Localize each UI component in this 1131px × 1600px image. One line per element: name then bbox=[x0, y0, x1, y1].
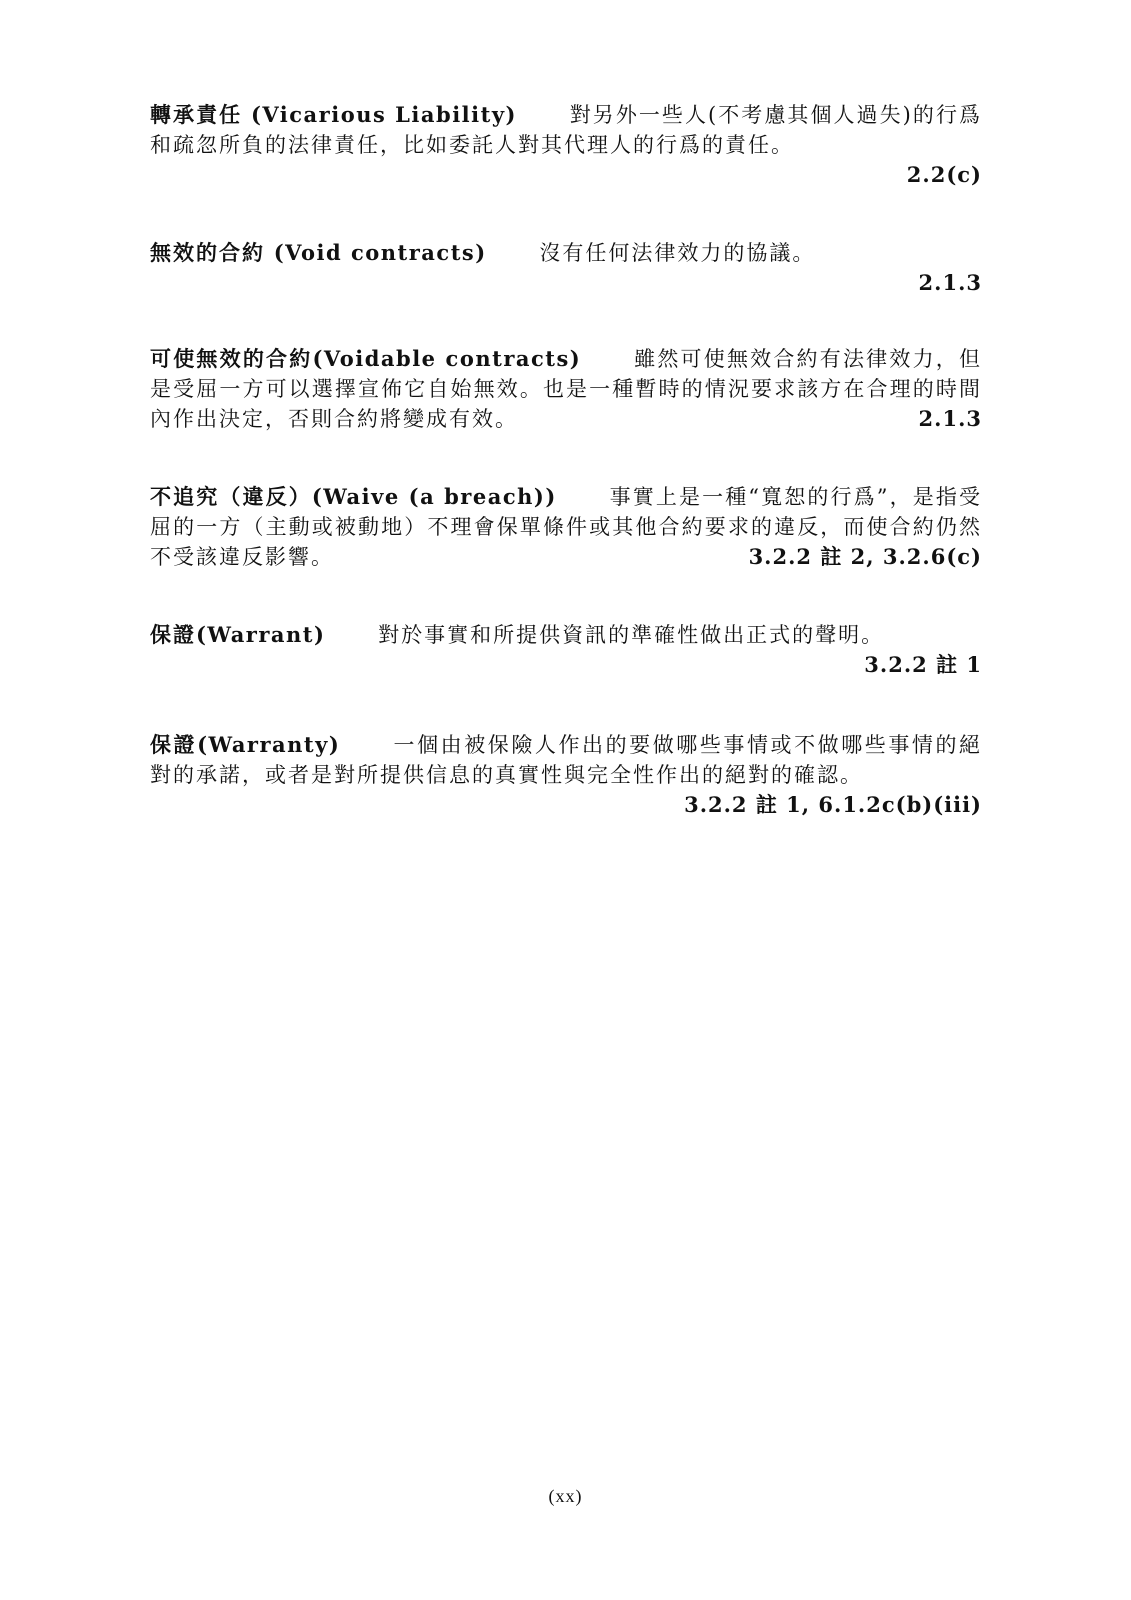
term-definition: 雖然可使無效合約有法律效力，但是受屈一方可以選擇宣佈它自始無效。也是一種暫時的情況要求該方在合理的時間內作出決定，否則合約將變成有效。 bbox=[150, 347, 982, 431]
section-reference: 2.1.3 bbox=[918, 270, 982, 295]
term-definition: 對另外一些人(不考慮其個人過失)的行爲和疏忽所負的法律責任，比如委託人對其代理人的行爲的責任。 bbox=[150, 103, 982, 157]
glossary-entry-warrant bbox=[150, 620, 982, 680]
term-english: (Warrant) bbox=[196, 622, 326, 647]
section-reference: 3.2.2 註 1, 6.1.2c(b)(iii) bbox=[684, 792, 982, 817]
term-definition: 事實上是一種“寬恕的行爲”，是指受屈的一方（主動或被動地）不理會保單條件或其他合約要求的違反，而使合約仍然不受該違反影響。 bbox=[150, 485, 983, 569]
section-reference: 3.2.2 註 2, 3.2.6(c) bbox=[748, 544, 982, 569]
term-english: (Vicarious Liability) bbox=[250, 102, 517, 127]
section-reference: 3.2.2 註 1 bbox=[864, 652, 982, 677]
term-english: (Void contracts) bbox=[273, 240, 487, 265]
page-number: (xx) bbox=[548, 1486, 583, 1506]
glossary-entry-waive-a-breach bbox=[150, 482, 982, 572]
glossary-entry-vicarious-liability bbox=[150, 100, 982, 190]
glossary-entry-warranty bbox=[150, 730, 982, 820]
term-chinese: 可使無效的合約 bbox=[150, 346, 313, 371]
section-reference: 2.1.3 bbox=[918, 406, 982, 431]
term-chinese: 轉承責任 bbox=[150, 102, 243, 127]
term-definition: 沒有任何法律效力的協議。 bbox=[539, 241, 816, 265]
glossary-entry-void-contracts bbox=[150, 238, 982, 298]
term-definition: 一個由被保險人作出的要做哪些事情或不做哪些事情的絕對的承諾，或者是對所提供信息的真實性與完全性作出的絕對的確認。 bbox=[150, 733, 983, 787]
term-chinese: 無效的合約 bbox=[150, 240, 265, 265]
term-definition: 對於事實和所提供資訊的準確性做出正式的聲明。 bbox=[378, 623, 885, 647]
term-chinese: 不追究（違反） bbox=[150, 484, 312, 509]
term-chinese: 保證 bbox=[150, 732, 198, 757]
glossary-entry-voidable-contracts bbox=[150, 344, 982, 434]
section-reference: 2.2(c) bbox=[906, 162, 982, 187]
term-english: (Voidable contracts) bbox=[312, 346, 582, 371]
term-english: (Warranty) bbox=[197, 732, 341, 757]
term-english: (Waive (a breach)) bbox=[311, 484, 557, 509]
term-chinese: 保證 bbox=[150, 622, 196, 647]
